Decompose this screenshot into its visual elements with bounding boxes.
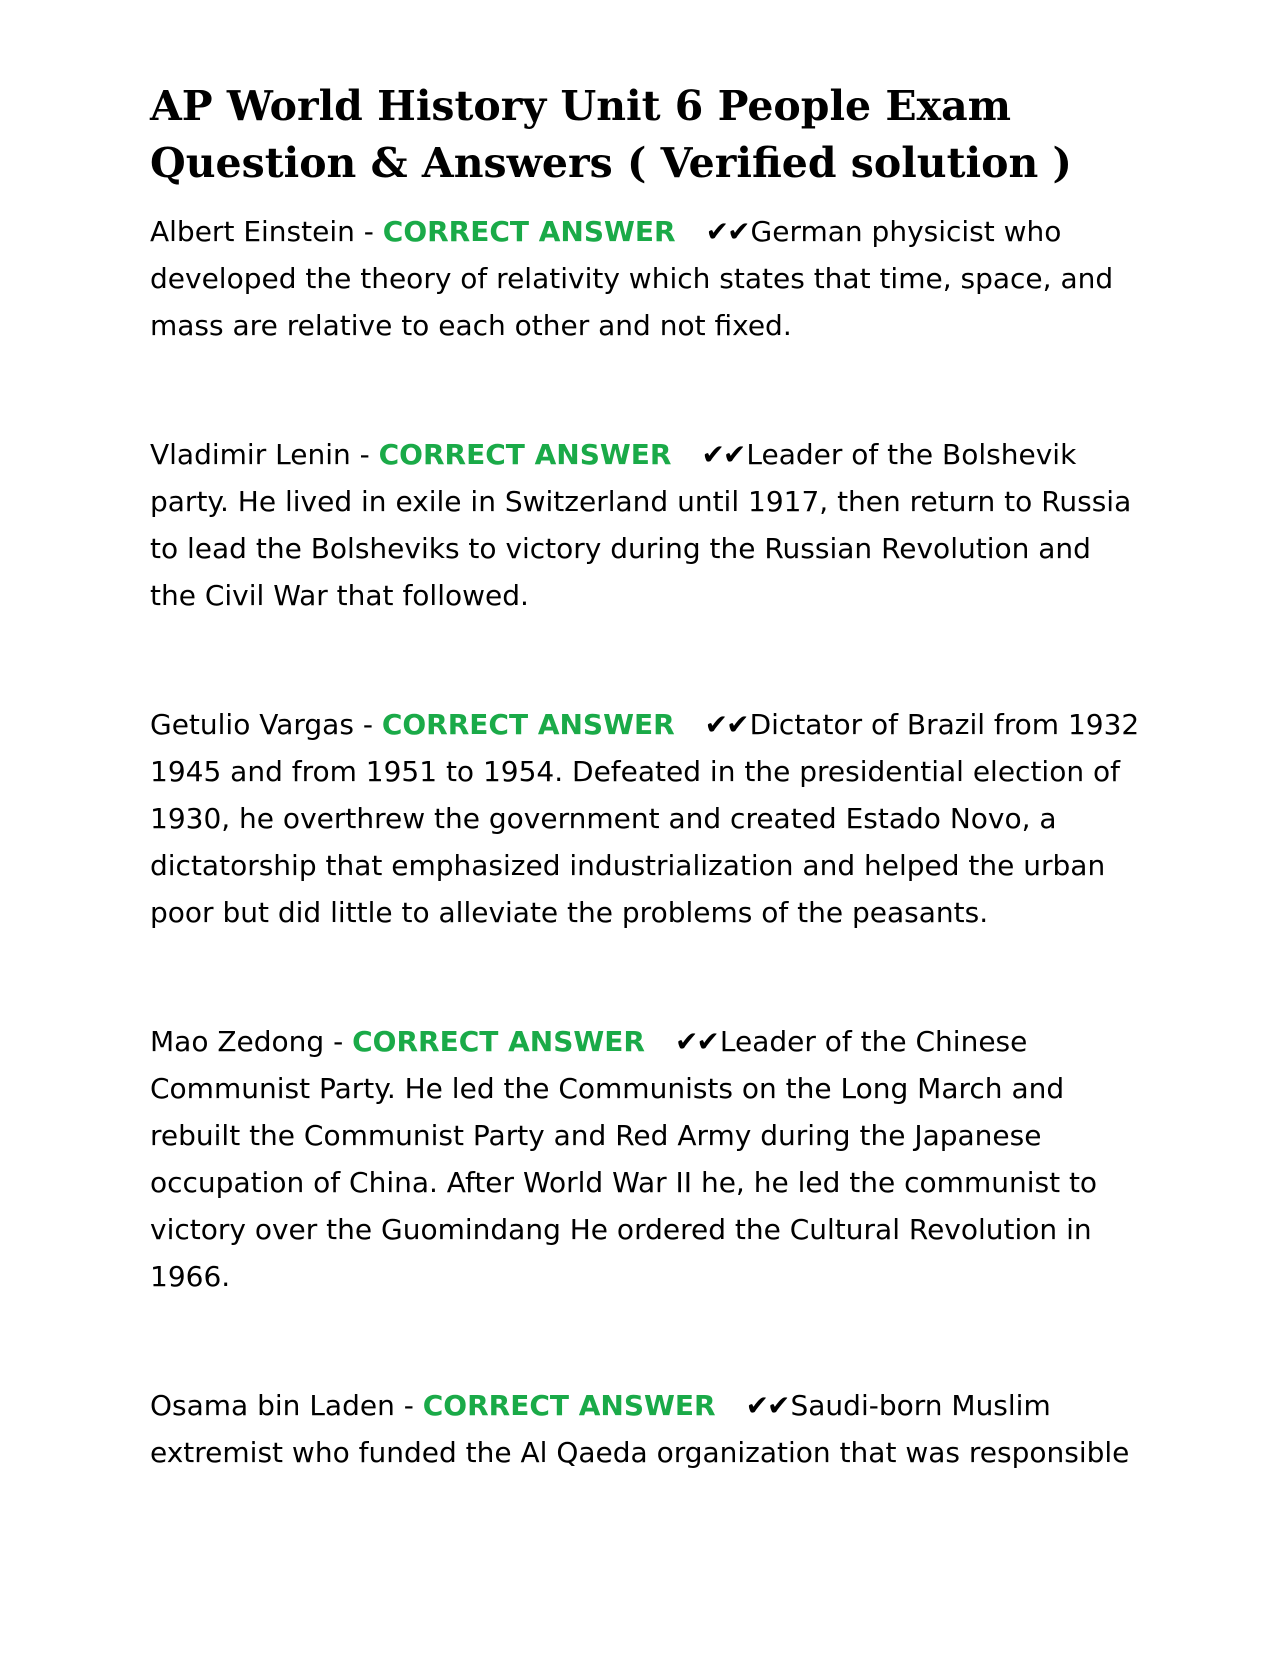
qa-entry [150,208,1140,349]
qa-entry [150,701,1140,936]
qa-entry [150,1018,1140,1300]
entry-definition: Leader of the Chinese Communist Party. He led the Communists on the Long March and rebuilt the Communist Party and Red Army during the Japanese occupation of China. After World War II he, he led the communist to victory over the Guomindang He ordered the Cultural Revolution in 1966. [150,1025,1098,1293]
entry-definition: German physicist who developed the theory of relativity which states that time, space, and mass are relative to each other and not fixed. [150,215,1114,342]
entry-term: Getulio Vargas [150,708,354,741]
double-check-icon: ✔✔ [674,1025,718,1058]
entry-separator: - [354,215,383,248]
title-line-2: Question & Answers ( Verified solution ) [150,139,1072,187]
qa-entry [150,1382,1140,1476]
correct-answer-label: CORRECT ANSWER [378,438,672,471]
document-title [150,70,1140,192]
entry-definition: Saudi-born Muslim extremist who funded the Al Qaeda organization that was responsible [150,1389,1130,1469]
double-check-icon: ✔✔ [705,215,749,248]
entry-separator: - [350,438,379,471]
double-check-icon: ✔✔ [701,438,745,471]
entry-separator: - [353,708,382,741]
double-check-icon: ✔✔ [704,708,748,741]
correct-answer-label: CORRECT ANSWER [422,1389,716,1422]
entry-separator: - [324,1025,353,1058]
correct-answer-label: CORRECT ANSWER [352,1025,645,1058]
double-check-icon: ✔✔ [745,1389,789,1422]
entry-term: Vladimir Lenin [150,438,351,471]
entry-term: Osama bin Laden [150,1389,395,1422]
correct-answer-label: CORRECT ANSWER [381,708,675,741]
entry-definition: Dictator of Brazil from 1932 1945 and from 1951 to 1954. Defeated in the presidential election of 1930, he overthrew the government and created Estado Novo, a dictatorship that emphasized industrialization and helped the urban poor but did little to alleviate the problems of the peasants. [150,708,1140,929]
document-page [150,70,1140,1476]
entry-separator: - [394,1389,423,1422]
entry-term: Albert Einstein [150,215,355,248]
qa-entry [150,431,1140,619]
entry-definition: Leader of the Bolshevik party. He lived in exile in Switzerland until 1917, then return to Russia to lead the Bolsheviks to victory during the Russian Revolution and the Civil War that followed. [150,438,1132,612]
title-line-1: AP World History Unit 6 People Exam [150,82,1012,130]
entry-term: Mao Zedong [150,1025,325,1058]
correct-answer-label: CORRECT ANSWER [382,215,676,248]
